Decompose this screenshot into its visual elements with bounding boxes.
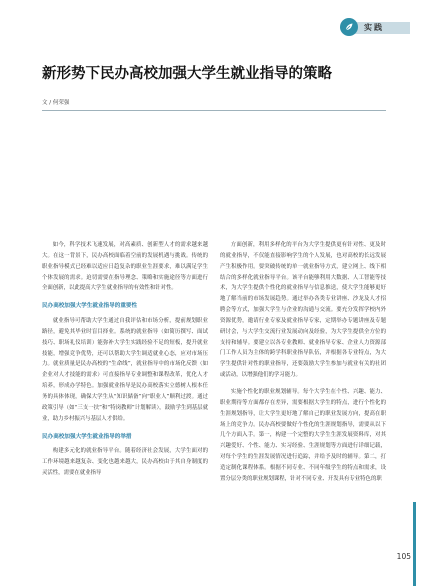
platform-paragraph: 方面创新，利用多样化的平台为大学生提供更有针对性、更及时的就业指导，不仅能直接影响学生的个人发展，也对高校的长远发展产生积极作用。要突破传统的单一就业指导方式，建立网上、线下相结合的多样化就业指导平台。该平台能够利用大数据、人工智能等技术，为大学生提供个性化的就业指导与信息推送，使大学生能够更好地了解当前的市场发展趋势。通过举办各类专业讲座、沙龙及人才招聘会等方式，加强大学生与企业的沟通与交流。要充分发挥学校内外资源优势，邀请行业专家及就业指导专家，定期举办专题讲座及专题研讨会，与大学生交流行业发展动向及经验，为大学生提供全方位的支持和辅导。要建立以各专业教师、就业指导专家、企业人力资源部门工作人员为主体的跨学科职业指导队伍，并根据各专业特点，为大学生提供针对性的职业指导，还要鼓励大学生参加与就业有关的社团或活动，以增强他们的学习能力。 <box>220 242 386 379</box>
intro-paragraph: 如今，科学技术飞速发展，对高素质、创新型人才的需求越来越大。在这一背景下，民办高校面临着空前的发展机遇与挑战。传统的职业指导模式已经难以适应日趋复杂的职业生涯要求，难以满足学生个体发展的需求。迫切需要在指导理念、策略和实施途径等方面进行全面创新，以此提高大学生就业指导的有效性和针对性。 <box>42 242 208 292</box>
page-number: 105 <box>396 552 411 561</box>
measures-paragraph: 构建多元化的就业指导平台。随着经济社会发展，大学生面对的工作环境越来越复杂、变化也越来越大，民办高校由于其自身制度的灵活性，需要在就业指导 <box>42 448 208 477</box>
section-heading-measures: 民办高校加强大学生就业指导的举措 <box>42 433 132 440</box>
right-column <box>220 240 386 485</box>
left-column <box>42 240 208 479</box>
leaf-icon <box>340 18 358 36</box>
title-divider <box>42 110 386 111</box>
importance-paragraph: 就业指导可帮助大学生通过自我评估和市场分析，提前规划职业路径，避免其毕业时盲目择业。系统的就业指导（如简历撰写、面试技巧、职场礼仪培训）能弥补大学生实践经验不足的短板，提升就业技能，增强竞争优势，还可以帮助大学生调适就业心态，应对市场压力。就业质量是民办高校的“生命线”，就业指导中的市场化反馈（如企业对人才技能的需求）可直接指导专业调整和课程改革，优化人才培养，形成办学特色。加强就业指导是民办高校落实立德树人根本任务的具体体现，确保大学生从“知识储备”向“职业人”顺利过渡。通过政策引导（如“三支一扶”和“特岗教师”计划解读），鼓励学生到基层就业，助力乡村振兴与基层人才供给。 <box>42 318 208 422</box>
section-badge <box>340 18 410 36</box>
page-edge-bar <box>413 502 416 586</box>
article-title: 新形势下民办高校加强大学生就业指导的策略 <box>42 66 332 82</box>
article-author: 文 / 何荣强 <box>42 100 70 106</box>
section-label: 实践 <box>364 23 384 32</box>
section-heading-importance: 民办高校加强大学生就业指导的重要性 <box>42 303 138 310</box>
career-planning-paragraph: 实施个性化的职业规划辅导。每个大学生在个性、兴趣、能力、职业期待等方面都存在差异，需要根据大学生的特点，进行个性化的生涯规划指导，让大学生更好地了解自己的职业发展方向，提高在职场上的竞争力。民办高校要做好个性化的生涯规划指导，需要从以下几个方面入手。第一，构建一个完整的大学生生涯发展资料库，对其兴趣爱好、个性、能力、实习经验、生涯规划等方面进行详细记载，对每个学生的生涯发展情况进行追踪，并给予及时的辅导。第二，打造定制化课程体系。根据不同专业、不同年级学生的特点和需求，设置分层分类的职业规划课程，针对不同专业、开发具有专业特色的职 <box>220 388 386 482</box>
